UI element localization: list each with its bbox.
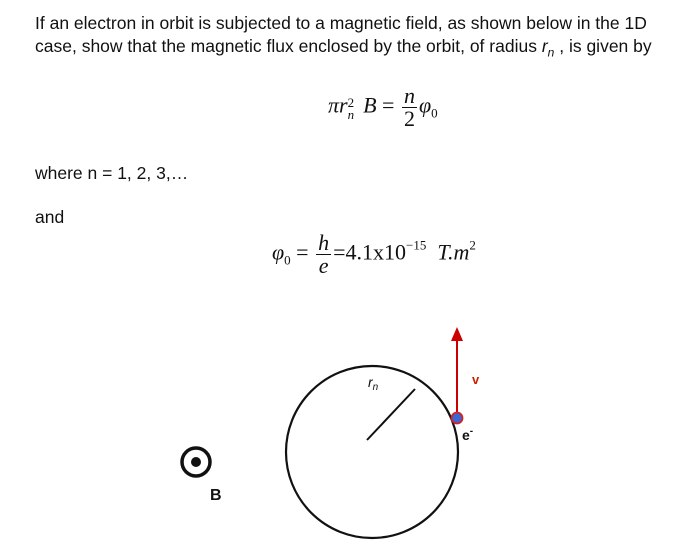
problem-text-after: , is given by — [559, 36, 652, 56]
radius-line — [367, 389, 415, 440]
electron-icon — [452, 413, 463, 424]
flux-quantum-equation: $\varphi_0$ = $\frac{h}{e}$ $=4.1x10^{-15}$ $T.m^2$ — [272, 230, 476, 278]
flux-equation: πr 2 n B = $\frac{n}{2}$ $\varphi_0$ — [328, 83, 438, 131]
fraction-h-over-e: $\frac{h}{e}$ — [318, 230, 330, 278]
where-condition: where n = 1, 2, 3,… — [35, 163, 189, 183]
velocity-label: v — [472, 372, 480, 387]
field-label: B — [210, 487, 222, 504]
field-dot-icon — [191, 457, 201, 467]
radius-label: $r_n$ — [368, 374, 379, 393]
fraction-n-over-2: $\frac{n}{2}$ — [403, 83, 415, 131]
problem-text-before: If an electron in orbit is subjected to a magnetic field, as shown below in the 1D case, show that the magnetic flux enclosed by the orbit, of radius — [35, 13, 647, 56]
electron-label: e- — [462, 426, 474, 443]
radius-symbol: $r_n$ — [541, 36, 555, 60]
and-text: and — [35, 207, 65, 227]
arrow-up-icon — [451, 327, 463, 341]
